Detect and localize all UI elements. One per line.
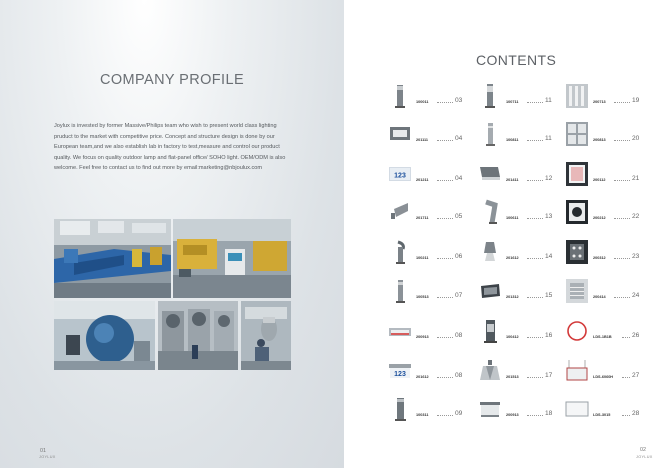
- leader-dots: [614, 140, 630, 141]
- contents-entry[interactable]: [478, 199, 563, 225]
- product-code: 100011: [416, 100, 429, 104]
- wall-light-down-icon: [478, 358, 502, 384]
- product-code: 200713: [593, 100, 606, 104]
- contents-entry[interactable]: [388, 318, 473, 344]
- product-code: 201612: [416, 375, 429, 379]
- bollard-curved-icon: [388, 239, 412, 265]
- page-ref: 15: [545, 292, 553, 299]
- leader-dots: [437, 218, 453, 219]
- page-ref: 16: [545, 332, 553, 339]
- contents-entry[interactable]: [478, 318, 563, 344]
- panel-grid-icon: [565, 121, 589, 147]
- contents-entry[interactable]: [388, 396, 473, 422]
- leader-dots: [437, 180, 453, 181]
- page-ref: 09: [455, 410, 463, 417]
- leader-dots: [614, 180, 630, 181]
- contents-entry[interactable]: [478, 396, 563, 422]
- svg-text:123: 123: [394, 371, 406, 378]
- contents-entry[interactable]: [565, 278, 650, 304]
- product-code: 200112: [593, 178, 606, 182]
- wall-light-wide-icon: [388, 318, 412, 344]
- contents-entry[interactable]: [388, 199, 473, 225]
- product-code: 100611: [506, 216, 519, 220]
- wall-light-rect-icon: [388, 121, 412, 147]
- page-ref: 22: [632, 213, 640, 220]
- product-code: 200813: [593, 138, 606, 142]
- product-code: 200414: [593, 295, 606, 299]
- bollard-bent-icon: [478, 199, 502, 225]
- page-ref: 07: [455, 292, 463, 299]
- page-ref: 26: [632, 332, 640, 339]
- leader-dots: [527, 140, 543, 141]
- page-ref: 13: [545, 213, 553, 220]
- leader-dots: [437, 140, 453, 141]
- leader-dots: [437, 415, 453, 416]
- leader-dots: [437, 297, 453, 298]
- leader-dots: [437, 258, 453, 259]
- leader-dots: [437, 337, 453, 338]
- page-ref: 21: [632, 175, 640, 182]
- product-code: 201111: [416, 138, 429, 142]
- contents-entry[interactable]: [565, 318, 650, 344]
- post-light-icon: [478, 121, 502, 147]
- contents-entry[interactable]: [565, 161, 650, 187]
- page-ref: 11: [545, 97, 552, 104]
- leader-dots: [527, 297, 543, 298]
- page-ref: 08: [455, 332, 463, 339]
- page-ref: 20: [632, 135, 640, 142]
- leader-dots: [614, 297, 630, 298]
- page-number: 01: [40, 448, 46, 454]
- flat-panel-icon: [565, 396, 589, 422]
- leader-dots: [527, 180, 543, 181]
- product-code: 201612: [506, 256, 519, 260]
- product-code: 200913: [506, 413, 519, 417]
- contents-entry[interactable]: [565, 396, 650, 422]
- contents-entry[interactable]: [565, 83, 650, 109]
- leader-dots: [527, 337, 543, 338]
- brand-footer: JOYLUX: [636, 455, 653, 459]
- page-ref: 04: [455, 135, 463, 142]
- page-ref: 14: [545, 253, 553, 260]
- page-ref: 23: [632, 253, 640, 260]
- contents-entry[interactable]: [388, 121, 473, 147]
- contents-entry[interactable]: [478, 161, 563, 187]
- leader-dots: [527, 377, 543, 378]
- factory-injection-line-photo: [54, 219, 171, 298]
- lab-sphere-equipment-photo: [54, 301, 155, 370]
- house-number-panel-icon: [388, 161, 412, 187]
- wall-light-cone-icon: [478, 239, 502, 265]
- contents-entry[interactable]: [478, 278, 563, 304]
- factory-machine-floor-photo: [173, 219, 291, 298]
- product-code: 100711: [506, 100, 519, 104]
- contents-entry[interactable]: [565, 199, 650, 225]
- product-code: 100311: [416, 413, 429, 417]
- product-code: 100211: [416, 256, 429, 260]
- contents-entry[interactable]: [388, 161, 473, 187]
- bollard-tall-icon: [478, 83, 502, 109]
- svg-text:123: 123: [394, 172, 406, 180]
- ring-light-icon: [565, 318, 589, 344]
- contents-entry[interactable]: [478, 121, 563, 147]
- leader-dots: [614, 102, 630, 103]
- leader-dots: [437, 377, 453, 378]
- stamping-presses-photo: [158, 301, 238, 370]
- bollard-slim-icon: [388, 278, 412, 304]
- product-code: 201312: [506, 295, 519, 299]
- contents-entry[interactable]: [565, 358, 650, 384]
- page-ref: 24: [632, 292, 640, 299]
- product-code: 100811: [506, 138, 519, 142]
- leader-dots: [614, 258, 630, 259]
- page-ref: 27: [632, 372, 640, 379]
- contents-entry[interactable]: [478, 358, 563, 384]
- suspended-panel-icon: [565, 358, 589, 384]
- product-code: 100412: [506, 335, 519, 339]
- leader-dots: [527, 258, 543, 259]
- page-ref: 08: [455, 372, 463, 379]
- product-code: 201211: [416, 178, 429, 182]
- wall-light-box-icon: [478, 161, 502, 187]
- product-code: 201711: [416, 216, 429, 220]
- page-ref: 28: [632, 410, 640, 417]
- page-title: COMPANY PROFILE: [99, 72, 245, 88]
- worker-at-machine-photo: [241, 301, 291, 370]
- leader-dots: [622, 415, 630, 416]
- product-code: 201513: [506, 375, 519, 379]
- bollard-panel-icon: [478, 318, 502, 344]
- page-ref: 18: [545, 410, 553, 417]
- contents-title: CONTENTS: [476, 52, 557, 68]
- contents-entry[interactable]: [478, 239, 563, 265]
- contents-entry[interactable]: [388, 239, 473, 265]
- product-code: 200312: [593, 256, 606, 260]
- page-ref: 11: [545, 135, 552, 142]
- product-code: LDS-6060H: [593, 375, 614, 379]
- page-ref: 03: [455, 97, 463, 104]
- product-code: 100513: [416, 295, 429, 299]
- contents-entry[interactable]: [388, 83, 473, 109]
- leader-dots: [527, 218, 543, 219]
- brand-footer: JOYLUX: [39, 455, 56, 459]
- page-ref: 17: [545, 372, 553, 379]
- panel-pattern-icon: [565, 199, 589, 225]
- product-code: 201411: [506, 178, 519, 182]
- flood-light-icon: [478, 278, 502, 304]
- page-ref: 19: [632, 97, 640, 104]
- product-code: LDS-1B1B: [593, 335, 612, 339]
- leader-dots: [527, 102, 543, 103]
- panel-frame-icon: [565, 161, 589, 187]
- leader-dots: [614, 218, 630, 219]
- wall-light-bar-icon: [478, 396, 502, 422]
- page-ref: 04: [455, 175, 463, 182]
- leader-dots: [437, 102, 453, 103]
- leader-dots: [527, 415, 543, 416]
- product-code: LDS-3015: [593, 413, 611, 417]
- page-ref: 12: [545, 175, 553, 182]
- page-ref: 05: [455, 213, 463, 220]
- house-number-light-icon: [388, 358, 412, 384]
- contents-entry[interactable]: [478, 83, 563, 109]
- leader-dots: [622, 337, 630, 338]
- contents-entry[interactable]: [388, 358, 473, 384]
- product-code: 200212: [593, 216, 606, 220]
- contents-entry[interactable]: [565, 121, 650, 147]
- page-ref: 06: [455, 253, 463, 260]
- contents-page: [344, 0, 653, 468]
- wall-light-angled-icon: [388, 199, 412, 225]
- leader-dots: [622, 377, 630, 378]
- panel-louver-icon: [565, 278, 589, 304]
- page-number: 02: [640, 447, 646, 453]
- contents-entry[interactable]: [565, 239, 650, 265]
- panel-dots-icon: [565, 239, 589, 265]
- product-code: 200913: [416, 335, 429, 339]
- bollard-square-icon: [388, 83, 412, 109]
- contents-entry[interactable]: [388, 278, 473, 304]
- panel-stripes-icon: [565, 83, 589, 109]
- profile-paragraph: Joylux is invested by former Massive/Philips team who wish to present world class lighting pruduct to the market with competitive price. Concept and structure design is done by our European team,and we also establish lab in factory to test,measure and control our product quality. We focus on quality outdoor lamp and flat-panel office/ SOHO light. OEM/ODM is also welcome. Feel free to contact us to find out more by email:marketing@nbjoulux.com: [54, 123, 286, 172]
- bollard-round-icon: [388, 396, 412, 422]
